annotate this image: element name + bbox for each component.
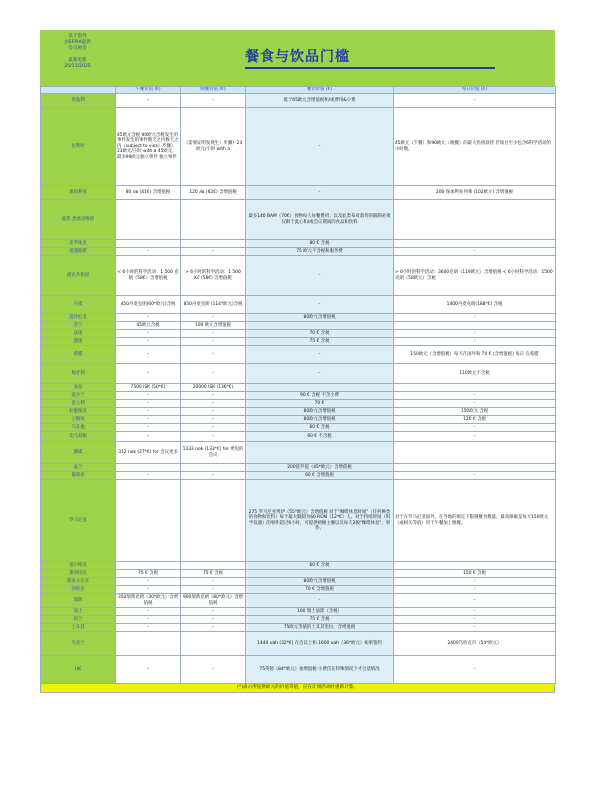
- daily-cell: –: [394, 330, 556, 338]
- table-row: [41, 384, 556, 392]
- table-row: [41, 296, 556, 314]
- country-cell: 塞尔维亚: [41, 562, 116, 570]
- daily-cell: 150欧元 含税: [394, 408, 556, 416]
- lunch-cell: [116, 240, 181, 248]
- column-header: 午餐价值 (€): [116, 87, 181, 94]
- country-cell: UK: [41, 656, 116, 684]
- dinner-cell: 75 € 含税: [181, 570, 246, 578]
- country-cell: 爱沙尼亚: [41, 314, 116, 322]
- daily-cell: 150 € 含税: [394, 570, 556, 578]
- country-cell: 德国: [41, 338, 116, 346]
- country-cell: 马耳他: [41, 424, 116, 432]
- daily-cell: –: [394, 586, 556, 594]
- country-cell: 葡萄牙: [41, 472, 116, 480]
- table-header-row: [41, 87, 556, 94]
- meal-cell: 80欧元含增值税: [246, 578, 394, 586]
- meal-cell: 80欧元含增值税: [246, 408, 394, 416]
- dinner-cell: –: [181, 408, 246, 416]
- dinner-cell: （需要证明发现生）步骤）23欧元/小时 with a: [181, 108, 246, 186]
- dinner-cell: –: [181, 392, 246, 400]
- dinner-cell: –: [181, 346, 246, 364]
- table-row: [41, 346, 556, 364]
- lunch-cell: –: [116, 586, 181, 594]
- table-row: [41, 314, 556, 322]
- table-row: [41, 200, 556, 240]
- meal-cell: 80欧元含增值税: [246, 314, 394, 322]
- country-cell: 北马其顿: [41, 432, 116, 442]
- table-row: [41, 240, 556, 248]
- lunch-cell: [116, 464, 181, 472]
- header: [40, 30, 555, 86]
- country-cell: 罗马尼亚: [41, 480, 116, 562]
- org-line: 基于倡导: [68, 34, 87, 39]
- daily-cell: 120 € 含税: [394, 416, 556, 424]
- meal-cell: 70 € 含税: [246, 330, 394, 338]
- lunch-cell: 350瑞典克朗（30*欧元）含增值税: [116, 594, 181, 608]
- lunch-cell: 45欧元含税 90欧元含税发生的事件发生的事件数天之内数天之内（subject to visa）步骤）23欧元/小时 with a 45欧元，最多90欧元独立事件 独立事件: [116, 108, 181, 186]
- country-cell: 塞浦路斯: [41, 248, 116, 256]
- column-header: 餐饮价值 (€): [246, 87, 394, 94]
- meal-cell: –: [246, 186, 394, 200]
- meal-cell: [246, 442, 394, 464]
- table-row: [41, 330, 556, 338]
- dinner-cell: –: [181, 608, 246, 616]
- daily-cell: [394, 562, 556, 570]
- lunch-cell: 450丹麦克朗(60*欧元)含税: [116, 296, 181, 314]
- daily-cell: [394, 384, 556, 392]
- dinner-cell: [181, 200, 246, 240]
- meal-cell: [246, 322, 394, 330]
- dinner-cell: –: [181, 578, 246, 586]
- meal-cell: 200兹罗提（45*欧元）含增值税: [246, 464, 394, 472]
- org-line: 由EFPIA提供: [64, 40, 91, 45]
- meal-cell: 80欧元含增值税: [246, 416, 394, 424]
- org-info: [40, 30, 115, 86]
- table-row: [41, 656, 556, 684]
- meal-cell: [246, 570, 394, 578]
- page-title: 餐食与饮品门槛: [245, 49, 350, 65]
- daily-cell: –: [394, 392, 556, 400]
- daily-cell: –: [394, 400, 556, 408]
- country-cell: 挪威: [41, 442, 116, 464]
- dinner-cell: –: [181, 472, 246, 480]
- table-row: [41, 424, 556, 432]
- column-header: [41, 87, 116, 94]
- daily-cell: –: [394, 624, 556, 632]
- dinner-cell: [181, 464, 246, 472]
- dinner-cell: –: [181, 330, 246, 338]
- thresholds-table: [40, 86, 556, 684]
- daily-cell: [394, 200, 556, 240]
- daily-cell: 200 保加利亚列弗 (102欧元) 含增值税: [394, 186, 556, 200]
- country-cell: 立陶宛: [41, 416, 116, 424]
- lunch-cell: 7500 ISK (50*€): [116, 384, 181, 392]
- footnote: (*)表示所提供欧元的价值等值，应在计划活动时重新计算。: [40, 684, 555, 693]
- lunch-cell: –: [116, 330, 181, 338]
- lunch-cell: 312 nok (27*€) for 会议更多: [116, 442, 181, 464]
- lunch-cell: –: [116, 432, 181, 442]
- meal-cell: –: [246, 364, 394, 384]
- lunch-cell: –: [116, 338, 181, 346]
- meal-cell: –: [246, 256, 394, 296]
- meal-cell: 1440 uah (32*€) 在会议上和 1600 uah（36*欧元）如果签约: [246, 632, 394, 656]
- lunch-cell: –: [116, 346, 181, 364]
- meal-cell: –: [246, 296, 394, 314]
- dinner-cell: –: [181, 586, 246, 594]
- updated-date: 25/11/2025: [64, 64, 91, 69]
- org-line: 会员协会: [68, 46, 87, 51]
- country-cell: 瑞士: [41, 608, 116, 616]
- country-cell: 希腊: [41, 346, 116, 364]
- dinner-cell: 1333 nok (133*€) for 更短的会议: [181, 442, 246, 464]
- country-cell: 比利时: [41, 108, 116, 186]
- meal-cell: 70 € 含增值税: [246, 586, 394, 594]
- lunch-cell: < 6小时的科学活动：1 500 克朗（58€）含增值税: [116, 256, 181, 296]
- daily-cell: [394, 442, 556, 464]
- lunch-cell: –: [116, 472, 181, 480]
- table-row: [41, 108, 556, 186]
- lunch-cell: –: [116, 364, 181, 384]
- country-cell: 爱尔兰: [41, 392, 116, 400]
- lunch-cell: 75 € 含税: [116, 570, 181, 578]
- table-row: [41, 322, 556, 330]
- dinner-cell: –: [181, 338, 246, 346]
- meal-cell: 100 瑞士法郎（含税）: [246, 608, 394, 616]
- country-cell: 保加利亚: [41, 186, 116, 200]
- daily-cell: –: [394, 656, 556, 684]
- country-cell: 斯洛伐克: [41, 570, 116, 578]
- table-row: [41, 94, 556, 108]
- lunch-cell: –: [116, 416, 181, 424]
- dinner-cell: [181, 240, 246, 248]
- table-row: [41, 586, 556, 594]
- table-row: [41, 400, 556, 408]
- daily-cell: –: [394, 248, 556, 256]
- table-row: [41, 248, 556, 256]
- dinner-cell: 120 лв (62€) 含增值税: [181, 186, 246, 200]
- lunch-cell: [116, 200, 181, 240]
- country-cell: 冰岛: [41, 384, 116, 392]
- meal-cell: 275 罗马尼亚列伊（55*欧元）含增值税 对于"咖啡休息时间"（任何种类的食物和饮料）每个最大限制为60 RON（12*€）人。对于持续时间（科学仪器）的事件超过6小时，可提供两顿主餐以及每天2顿"咖啡休息"，事件。: [246, 480, 394, 562]
- table-row: [41, 632, 556, 656]
- country-cell: 克罗地亚: [41, 240, 116, 248]
- lunch-cell: 80 лв (41€) 含增值税: [116, 186, 181, 200]
- country-cell: 匈牙利: [41, 364, 116, 384]
- meal-cell: 75 € 含税: [246, 616, 394, 624]
- dinner-cell: 100 欧元含增值税: [181, 322, 246, 330]
- daily-cell: [394, 464, 556, 472]
- dinner-cell: 900瑞典克朗（80*欧元）含增值税: [181, 594, 246, 608]
- daily-cell: –: [394, 338, 556, 346]
- country-cell: 法国: [41, 330, 116, 338]
- country-cell: 乌克兰: [41, 632, 116, 656]
- lunch-cell: –: [116, 578, 181, 586]
- meal-cell: –: [246, 594, 394, 608]
- column-header: 晚餐价值 (€): [181, 87, 246, 94]
- country-cell: 荷兰: [41, 616, 116, 624]
- dinner-cell: –: [181, 94, 246, 108]
- table-row: [41, 616, 556, 624]
- meal-cell: 60 € 含增值税: [246, 472, 394, 480]
- title-underline: [245, 67, 495, 69]
- lunch-cell: [116, 632, 181, 656]
- table-row: [41, 472, 556, 480]
- meal-cell: –: [246, 108, 394, 186]
- daily-cell: 1400丹麦克朗(188*€) 含税: [394, 296, 556, 314]
- daily-cell: > 6小时的科学活动：3600克朗（119欧元）含增值税 < 6小时科学活动：1500克朗（58欧元）含税: [394, 256, 556, 296]
- lunch-cell: –: [116, 408, 181, 416]
- daily-cell: 2400乌哈克币（54*欧元）: [394, 632, 556, 656]
- lunch-cell: 45欧元含税: [116, 322, 181, 330]
- meal-cell: [246, 384, 394, 392]
- meal-cell: 70 €: [246, 400, 394, 408]
- daily-cell: 110欧元不含税: [394, 364, 556, 384]
- column-header: 每日价值 (€): [394, 87, 556, 94]
- lunch-cell: –: [116, 656, 181, 684]
- lunch-cell: –: [116, 248, 181, 256]
- table-row: [41, 608, 556, 616]
- country-cell: 斯洛文尼亚: [41, 578, 116, 586]
- country-cell: 拉脱维亚: [41, 408, 116, 416]
- meal-cell: 最多140 BAM（70€）食物每人每餐费用；以及此类布对款待的限制必须仅限于此心和/或会议期间的食品和饮料: [246, 200, 394, 240]
- dinner-cell: –: [181, 248, 246, 256]
- meal-cell: 90 € 含税 不含小费: [246, 392, 394, 400]
- lunch-cell: –: [116, 616, 181, 624]
- daily-cell: –: [394, 424, 556, 432]
- table-row: [41, 392, 556, 400]
- lunch-cell: –: [116, 424, 181, 432]
- meal-cell: 低于65欧元含增值税和/或费用&小费: [246, 94, 394, 108]
- country-cell: 波黑 黑塞哥维那: [41, 200, 116, 240]
- dinner-cell: > 6小时的科学活动：1 500 Kč (58€) 含增值税: [181, 256, 246, 296]
- dinner-cell: 20000 ISK (136*€): [181, 384, 246, 392]
- table-row: [41, 464, 556, 472]
- dinner-cell: –: [181, 364, 246, 384]
- table-row: [41, 432, 556, 442]
- title-bar: [115, 30, 555, 86]
- country-cell: 意大利: [41, 400, 116, 408]
- table-row: [41, 416, 556, 424]
- meal-cell: 60 € 含税: [246, 424, 394, 432]
- lunch-cell: –: [116, 624, 181, 632]
- country-cell: 丹麦: [41, 296, 116, 314]
- updated-label: 最新更新: [68, 58, 87, 63]
- daily-cell: [394, 240, 556, 248]
- lunch-cell: –: [116, 400, 181, 408]
- country-cell: 芬兰: [41, 322, 116, 330]
- daily-cell: –: [394, 578, 556, 586]
- daily-cell: –: [394, 472, 556, 480]
- meal-cell: 75英镑（84*欧元）加增值税 小费仅在特殊情况下才合适情况: [246, 656, 394, 684]
- lunch-cell: –: [116, 608, 181, 616]
- dinner-cell: –: [181, 424, 246, 432]
- table-row: [41, 570, 556, 578]
- meal-cell: 80 € 含税: [246, 240, 394, 248]
- meal-cell: 60 € 含税: [246, 562, 394, 570]
- country-cell: 捷克共和国: [41, 256, 116, 296]
- dinner-cell: –: [181, 656, 246, 684]
- country-cell: 土耳其: [41, 624, 116, 632]
- daily-cell: –: [394, 616, 556, 624]
- daily-cell: –: [394, 432, 556, 442]
- table-row: [41, 256, 556, 296]
- dinner-cell: [181, 562, 246, 570]
- dinner-cell: –: [181, 616, 246, 624]
- dinner-cell: –: [181, 416, 246, 424]
- daily-cell: –: [394, 608, 556, 616]
- meal-cell: 75 欧元不含税和服务费: [246, 248, 394, 256]
- dinner-cell: –: [181, 624, 246, 632]
- daily-cell: 150欧元（含增值税）每天在国外和 70 € (含增值税) 每日 在希腊: [394, 346, 556, 364]
- meal-cell: 75欧元等值的土耳其里拉，含增值税: [246, 624, 394, 632]
- country-cell: 西班牙: [41, 586, 116, 594]
- table-row: [41, 186, 556, 200]
- table-row: [41, 594, 556, 608]
- dinner-cell: –: [181, 314, 246, 322]
- dinner-cell: [181, 632, 246, 656]
- daily-cell: 对于在罗马尼亚国外，在当地的规定下限制餐食数量，最高限额是每天150欧元（或相关等值）用于午餐加上晚餐。: [394, 480, 556, 562]
- table-row: [41, 338, 556, 346]
- country-cell: 瑞典: [41, 594, 116, 608]
- dinner-cell: –: [181, 432, 246, 442]
- lunch-cell: –: [116, 392, 181, 400]
- table-row: [41, 578, 556, 586]
- country-cell: 波兰: [41, 464, 116, 472]
- country-cell: 奥地利: [41, 94, 116, 108]
- meal-cell: 60 € 不含税: [246, 432, 394, 442]
- table-row: [41, 408, 556, 416]
- daily-cell: 45欧元（午餐）和90欧元（晚餐）的最大热情款待 若项目至少包含6科学活动的小时数。: [394, 108, 556, 186]
- daily-cell: [394, 322, 556, 330]
- table-row: [41, 480, 556, 562]
- table-row: [41, 624, 556, 632]
- table-row: [41, 442, 556, 464]
- table-row: [41, 562, 556, 570]
- document-page: [40, 30, 555, 693]
- meal-cell: –: [246, 346, 394, 364]
- table-row: [41, 364, 556, 384]
- lunch-cell: [116, 562, 181, 570]
- lunch-cell: [116, 480, 181, 562]
- meal-cell: 75 € 含税: [246, 338, 394, 346]
- lunch-cell: –: [116, 94, 181, 108]
- dinner-cell: –: [181, 400, 246, 408]
- lunch-cell: –: [116, 314, 181, 322]
- daily-cell: –: [394, 314, 556, 322]
- daily-cell: –: [394, 594, 556, 608]
- dinner-cell: [181, 480, 246, 562]
- daily-cell: –: [394, 94, 556, 108]
- dinner-cell: 850丹麦克朗 (114*欧元)含税: [181, 296, 246, 314]
